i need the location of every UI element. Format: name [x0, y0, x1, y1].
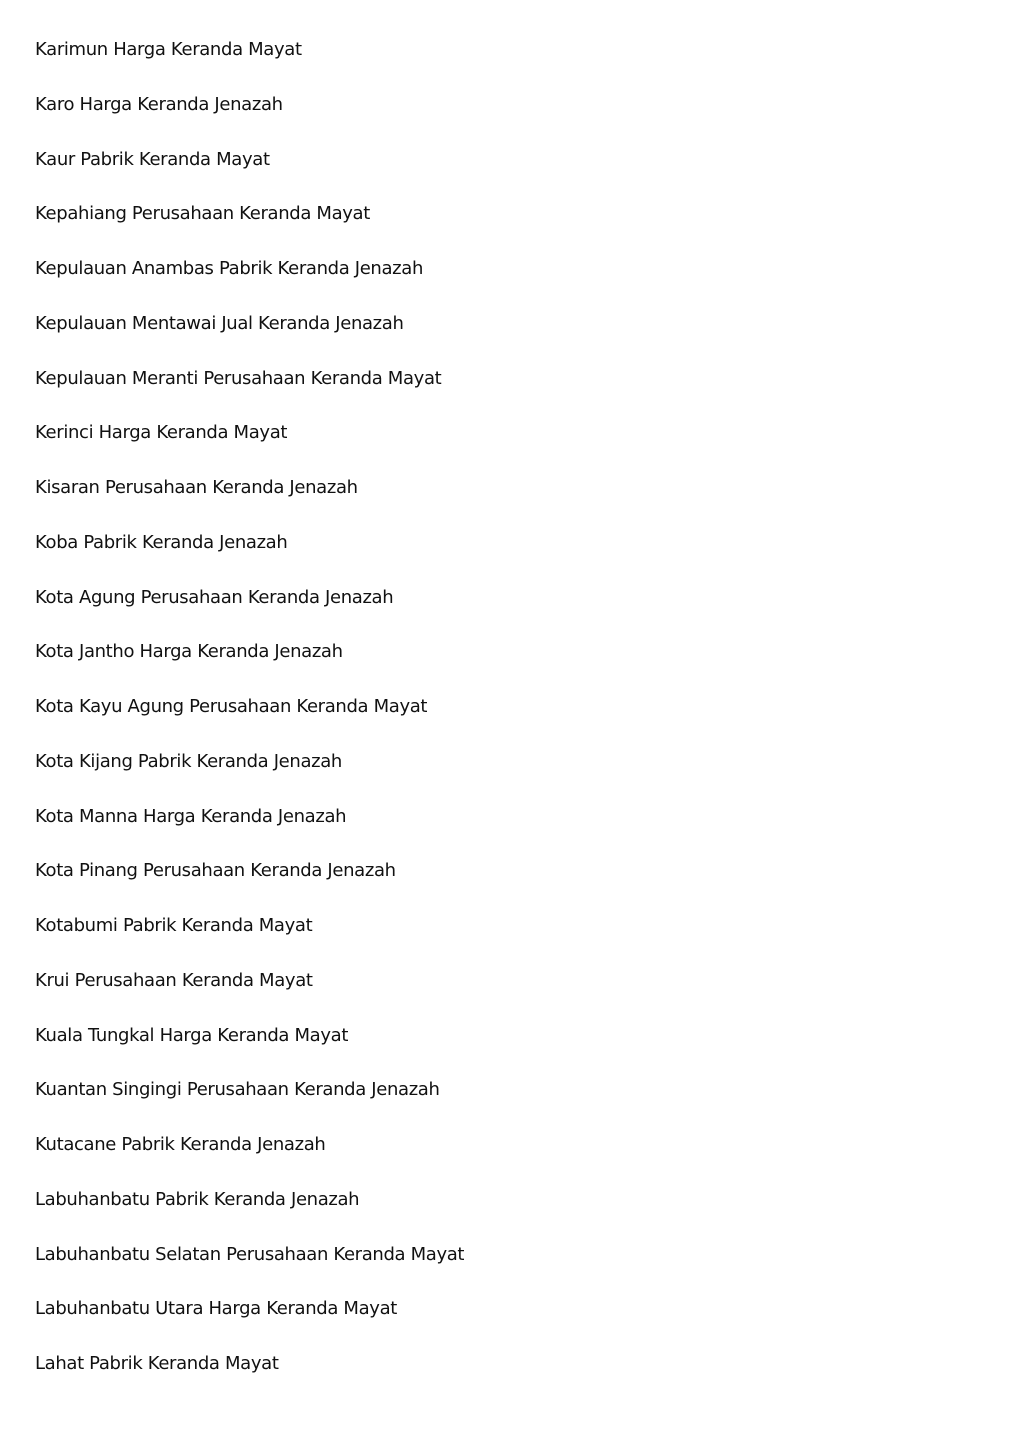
list-item: Kerinci Harga Keranda Mayat — [35, 422, 288, 444]
list-item: Kota Agung Perusahaan Keranda Jenazah — [35, 586, 394, 608]
list-item: Kaur Pabrik Keranda Mayat — [35, 148, 270, 170]
list-item: Kuala Tungkal Harga Keranda Mayat — [35, 1024, 349, 1046]
list-item: Kisaran Perusahaan Keranda Jenazah — [35, 477, 358, 498]
list-item: Labuhanbatu Pabrik Keranda Jenazah — [35, 1188, 360, 1210]
list-item: Karimun Harga Keranda Mayat — [35, 39, 302, 60]
list-item: Kepahiang Perusahaan Keranda Mayat — [35, 203, 370, 225]
entry-list — [35, 36, 995, 1405]
list-item: Kuantan Singingi Perusahaan Keranda Jenazah — [35, 1079, 440, 1101]
list-item: Kotabumi Pabrik Keranda Mayat — [35, 915, 313, 936]
list-item: Labuhanbatu Utara Harga Keranda Mayat — [35, 1298, 397, 1320]
list-item: Kota Manna Harga Keranda Jenazah — [35, 805, 347, 827]
list-item: Kota Pinang Perusahaan Keranda Jenazah — [35, 860, 396, 882]
list-item: Krui Perusahaan Keranda Mayat — [35, 969, 313, 991]
list-item: Lahat Pabrik Keranda Mayat — [35, 1353, 279, 1374]
list-item: Kepulauan Meranti Perusahaan Keranda Mayat — [35, 367, 442, 389]
list-item: Kota Kayu Agung Perusahaan Keranda Mayat — [35, 696, 428, 717]
list-item: Karo Harga Keranda Jenazah — [35, 93, 283, 115]
list-item: Kutacane Pabrik Keranda Jenazah — [35, 1134, 326, 1155]
list-item: Kota Jantho Harga Keranda Jenazah — [35, 641, 343, 663]
list-item: Kepulauan Mentawai Jual Keranda Jenazah — [35, 312, 404, 334]
list-item: Labuhanbatu Selatan Perusahaan Keranda Mayat — [35, 1243, 465, 1265]
list-item: Kepulauan Anambas Pabrik Keranda Jenazah — [35, 258, 424, 279]
list-item: Koba Pabrik Keranda Jenazah — [35, 531, 288, 553]
list-item: Kota Kijang Pabrik Keranda Jenazah — [35, 750, 342, 772]
